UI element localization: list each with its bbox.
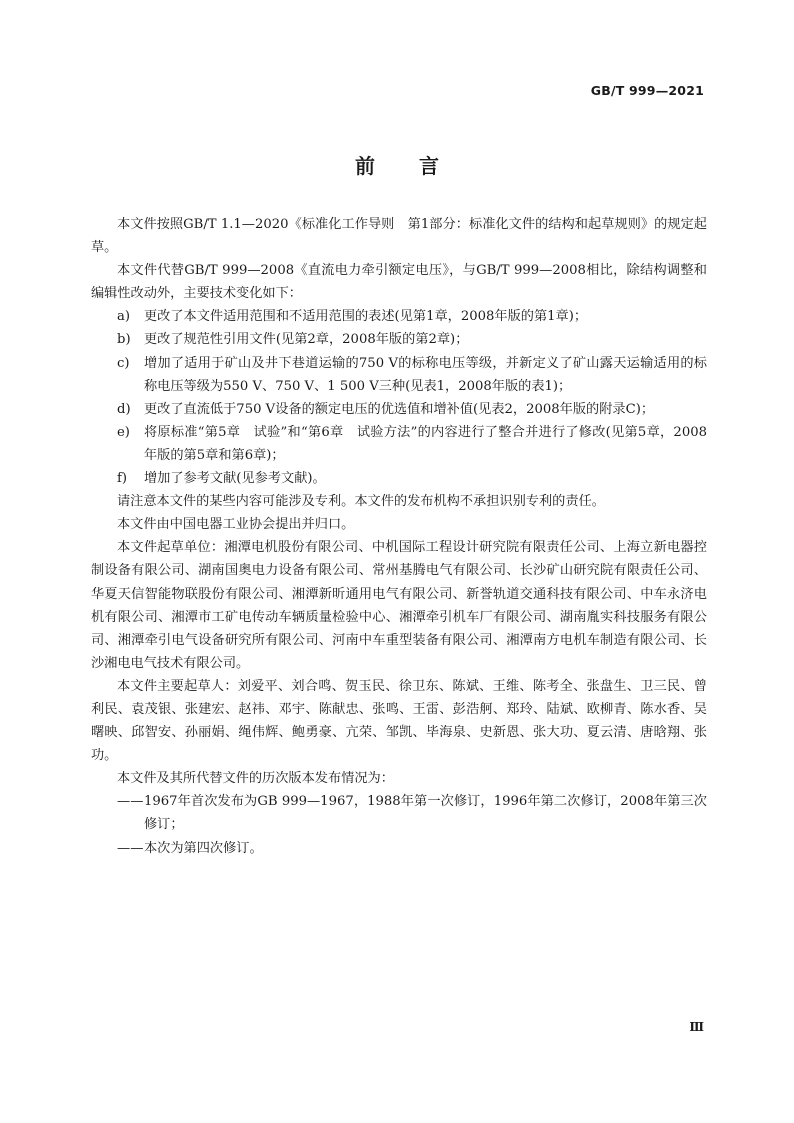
paragraph-replacement: 本文件代替GB/T 999—2008《直流电力牵引额定电压》，与GB/T 999—2008相比，除结构调整和编辑性改动外，主要技术变化如下：	[91, 263, 707, 302]
paragraph-drafting-rules: 本文件按照GB/T 1.1—2020《标准化工作导则 第1部分：标准化文件的结构和起草规则》的规定起草。	[91, 217, 707, 256]
paragraph-proposer: 本文件由中国电器工业协会提出并归口。	[117, 517, 355, 533]
list-item	[91, 352, 707, 398]
title-char-1: 前	[355, 154, 375, 178]
list-item-label: c)	[117, 355, 130, 371]
list-item-text: 更改了规范性引用文件(见第2章，2008年版的第2章)；	[144, 332, 469, 348]
list-item-label: d)	[117, 401, 131, 417]
list-item	[91, 328, 707, 351]
list-item-text: 将原标准“第5章 试验”和“第6章 试验方法”的内容进行了整合并进行了修改(见第5章，2008年版的第5章和第6章)；	[144, 424, 707, 463]
paragraph-patent-notice: 请注意本文件的某些内容可能涉及专利。本文件的发布机构不承担识别专利的责任。	[117, 494, 605, 510]
list-item-text: 增加了适用于矿山及井下巷道运输的750 V的标称电压等级，并新定义了矿山露天运输适用的标称电压等级为550 V、750 V、1 500 V三种(见表1，2008年版的表1)；	[144, 355, 707, 394]
standard-code: GB/T 999—2021	[590, 83, 704, 98]
list-item-label: b)	[117, 332, 131, 348]
page-number: Ⅲ	[689, 1020, 704, 1034]
list-item	[91, 305, 707, 328]
history-item-text: 本次为第四次修订。	[144, 840, 263, 856]
dash-label: ——	[117, 794, 144, 810]
history-item	[91, 837, 707, 860]
dash-label: ——	[117, 840, 144, 856]
list-item	[91, 421, 707, 467]
list-item-label: f)	[117, 471, 128, 487]
list-item-label: a)	[117, 309, 131, 325]
title-char-2: 言	[419, 154, 439, 178]
list-item	[91, 398, 707, 421]
list-item-text: 更改了本文件适用范围和不适用范围的表述(见第1章，2008年版的第1章)；	[144, 309, 588, 325]
history-item-text: 1967年首次发布为GB 999—1967，1988年第一次修订，1996年第二次修订，2008年第三次修订；	[144, 794, 707, 833]
paragraph-history-intro: 本文件及其所代替文件的历次版本发布情况为：	[117, 771, 394, 787]
history-item	[91, 790, 707, 836]
list-item-label: e)	[117, 424, 130, 440]
paragraph-drafters: 本文件主要起草人：刘爱平、刘合鸣、贺玉民、徐卫东、陈斌、王维、陈考全、张盘生、卫三民、曾利民、袁茂银、张建宏、赵祎、邓宇、陈献忠、张鸣、王雷、彭浩舸、郑玲、陆斌、欧柳青、陈水香、吴曙映、邱智安、孙丽娟、绳伟辉、鲍勇豪、亢荣、邹凯、毕海泉、史新恩、张大功、夏云清、唐晗翔、张功。	[91, 678, 707, 764]
list-item-text: 增加了参考文献(见参考文献)。	[144, 471, 326, 487]
page-title	[0, 150, 794, 179]
paragraph-drafting-units: 本文件起草单位：湘潭电机股份有限公司、中机国际工程设计研究院有限责任公司、上海立新电器控制设备有限公司、湖南国奥电力设备有限公司、常州基腾电气有限公司、长沙矿山研究院有限责任公司、华夏天信智能物联股份有限公司、湘潭新昕通用电气有限公司、新誉轨道交通科技有限公司、中车永济电机有限公司、湘潭市工矿电传动车辆质量检验中心、湘潭牵引机车厂有限公司、湖南胤实科技服务有限公司、湘潭牵引电气设备研究所有限公司、河南中车重型装备有限公司、湘潭南方电机车制造有限公司、长沙湘电电气技术有限公司。	[91, 540, 707, 671]
list-item-text: 更改了直流低于750 V设备的额定电压的优选值和增补值(见表2，2008年版的附录C)；	[144, 401, 655, 417]
list-item	[91, 467, 707, 490]
foreword-body	[91, 213, 707, 860]
